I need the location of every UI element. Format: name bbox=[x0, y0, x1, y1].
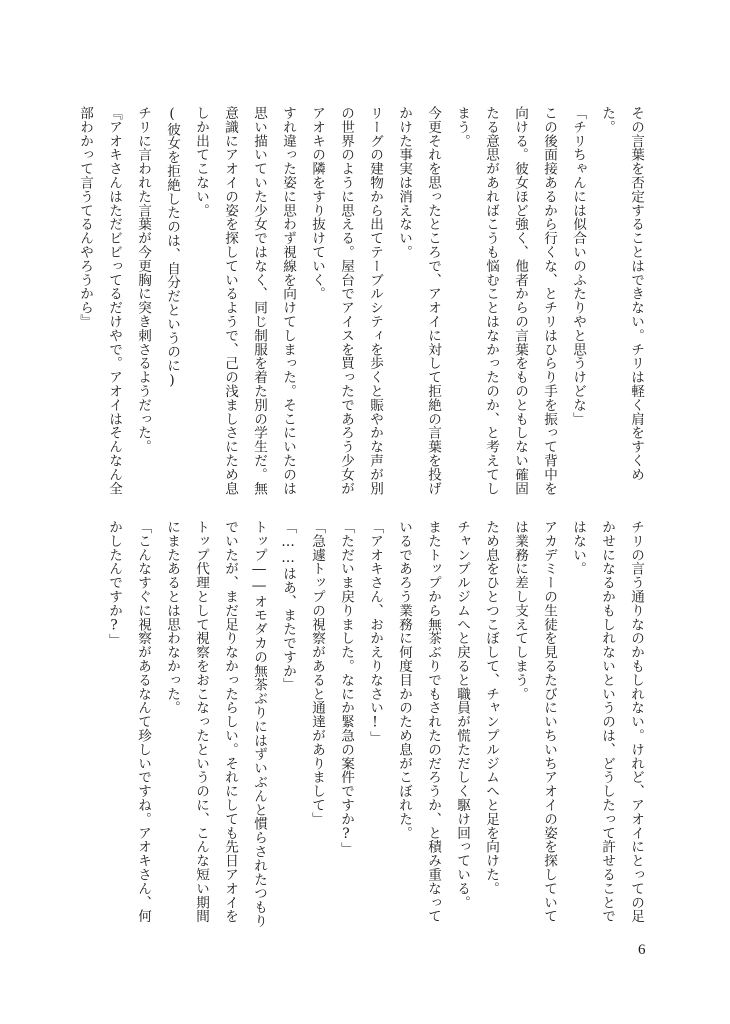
text-block-top bbox=[77, 106, 650, 501]
page-number: 6 bbox=[638, 942, 646, 958]
paragraph: リーグの建物から出てテーブルシティを歩くと賑やかな声が別の世界のように思える。屋台でアイスを買ったであろう少女がアオキの隣をすり抜けていく。 bbox=[309, 106, 383, 496]
paragraph: 「アオキさん、おかえりなさい!」 bbox=[367, 520, 383, 745]
paragraph: (彼女を拒絶したのは、自分だというのに) bbox=[164, 106, 180, 389]
paragraph: アカデミーの生徒を見るたびにいちいちアオイの姿を探していては業務に差し支えてしまう。 bbox=[512, 520, 557, 924]
paragraph: 「チリちゃんには似合いのふたりやと思うけどな」 bbox=[570, 106, 586, 426]
paragraph: トップ――オモダカの無茶ぶりにはずいぶんと慣らされたつもりでいたが、まだ足りなかったらしい。それにしても先日アオイをトップ代理として視察をおこなったというのに、こんな短い期間にまたあるとは思わなかった。 bbox=[164, 520, 267, 928]
paragraph: 「急遽トップの視察があると通達がありまして」 bbox=[309, 520, 325, 826]
paragraph: チリに言われた言葉が今更胸に突き刺さるようだった。 bbox=[135, 106, 151, 454]
paragraph: チャンプルジムへと戻ると職員が慌ただしく駆け回っている。 bbox=[454, 520, 470, 910]
paragraph: この後面接あるから行くな、とチリはひらり手を振って背中を向ける。彼女ほど強く、他者からの言葉をものともしない確固たる意思があればこうも悩むことはなかったのか、と考えてしまう。 bbox=[454, 106, 557, 496]
paragraph: 「……はあ、またですか」 bbox=[280, 520, 296, 692]
paragraph: 今更それを思ったところで、アオイに対して拒絶の言葉を投げかけた事実は消えない。 bbox=[396, 106, 441, 496]
paragraph: 「こんなすぐに視察があるなんて珍しいですね。アオキさん、何かしたんですか?」 bbox=[106, 520, 151, 924]
paragraph: チリの言う通りなのかもしれない。けれど、アオイにとっての足かせになるかもしれないというのは、どうしたって許せることではない。 bbox=[570, 520, 644, 924]
paragraph: 『アオキさんはただビビってるだけやで。アオイはそんなん全部わかって言うてるんやろうから』 bbox=[77, 106, 122, 496]
paragraph: 「ただいま戻りました。なにか緊急の案件ですか?」 bbox=[338, 520, 354, 856]
paragraph: ため息をひとつこぼして、チャンプルジムへと足を向けた。 bbox=[483, 520, 499, 896]
paragraph: すれ違った姿に思わず視線を向けてしまった。そこにいたのは思い描いていた少女ではなく、同じ制服を着た別の学生だ。無意識にアオイの姿を探しているようで、己の浅ましさにため息しか出てこない。 bbox=[193, 106, 296, 496]
text-block-bottom bbox=[106, 520, 650, 930]
paragraph: またトップから無茶ぶりでもされたのだろうか、と積み重なっているであろう業務に何度目かのため息がこぼれた。 bbox=[396, 520, 441, 924]
paragraph: その言葉を否定することはできない。チリは軽く肩をすくめた。 bbox=[599, 106, 644, 482]
